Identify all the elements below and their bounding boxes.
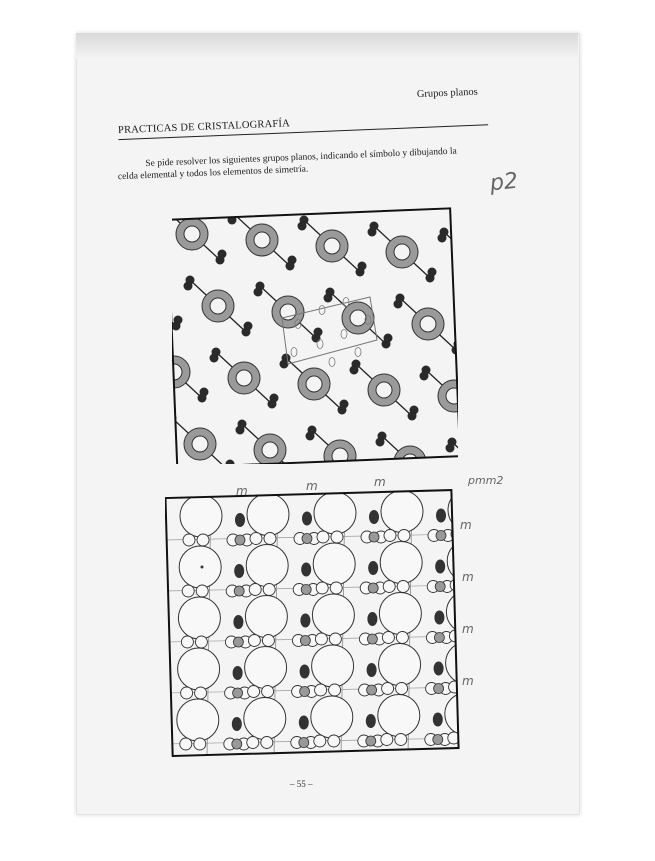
- motif-ring-hole: [210, 298, 226, 314]
- small-circle: [328, 735, 340, 747]
- motif-ring-hole: [394, 244, 410, 260]
- motif-dot: [378, 432, 387, 441]
- small-circle: [180, 738, 192, 750]
- large-circle: [378, 695, 420, 737]
- motif-ring-hole: [420, 316, 436, 332]
- small-circle: [261, 737, 273, 749]
- small-circle: [395, 734, 407, 746]
- small-circle: [248, 686, 260, 698]
- small-circle: [330, 582, 342, 594]
- motif-dot: [186, 276, 195, 285]
- motif-dot: [300, 216, 309, 225]
- dark-dot: [300, 614, 310, 628]
- small-circle: [317, 531, 329, 543]
- small-circle: [398, 530, 410, 542]
- handwritten-pmm2: pmm2: [468, 474, 504, 487]
- motif-dot: [308, 426, 317, 435]
- small-circle: [396, 683, 408, 695]
- motif-ring-hole: [192, 436, 208, 452]
- dark-dot: [235, 513, 245, 527]
- motif-dot: [370, 222, 379, 231]
- motif-dot: [200, 388, 209, 397]
- gray-dot: [233, 637, 243, 647]
- small-circle: [381, 734, 393, 746]
- small-circle: [183, 534, 195, 546]
- small-circle: [316, 582, 328, 594]
- motif-dot: [410, 406, 419, 415]
- motif-dot: [270, 394, 279, 403]
- gray-dot: [234, 586, 244, 596]
- large-circle: [379, 644, 421, 686]
- motif-dot: [314, 328, 323, 337]
- motif-dot: [256, 282, 265, 291]
- large-circle: [380, 542, 422, 584]
- page-number: – 55 –: [290, 779, 313, 789]
- small-circle: [194, 738, 206, 750]
- dark-dot: [436, 509, 446, 523]
- motif-ring-hole: [446, 388, 458, 404]
- motif-dot: [218, 250, 227, 259]
- dark-dot: [366, 714, 376, 728]
- small-circle: [181, 636, 193, 648]
- gray-dot: [367, 685, 377, 695]
- motif-ring-hole: [350, 310, 366, 326]
- motif-dot: [340, 400, 349, 409]
- small-circle: [182, 585, 194, 597]
- dark-dot: [433, 713, 443, 727]
- mirror-label-top-2: m: [306, 479, 318, 493]
- small-circle: [449, 681, 461, 693]
- motif-ring-hole: [236, 370, 252, 386]
- large-circle: [178, 648, 220, 690]
- large-circle: [445, 693, 465, 735]
- large-circle: [177, 699, 219, 741]
- twofold-axis-mark: [317, 340, 323, 349]
- figure-p2-pattern: [172, 202, 458, 464]
- figure-pmm2-pattern: [165, 486, 465, 758]
- twofold-axis-mark: [319, 306, 325, 315]
- motif-dot: [396, 294, 405, 303]
- gray-dot: [301, 585, 311, 595]
- large-circle: [246, 545, 288, 587]
- gray-dot: [300, 687, 310, 697]
- dark-dot: [302, 512, 312, 526]
- gray-dot: [299, 738, 309, 748]
- dark-dot: [434, 662, 444, 676]
- twofold-axis-mark: [291, 348, 297, 357]
- large-circle: [245, 596, 287, 638]
- small-circle: [331, 531, 343, 543]
- dark-dot: [299, 716, 309, 730]
- motif-ring-hole: [254, 232, 270, 248]
- twofold-axis-mark: [329, 358, 335, 367]
- large-circle: [247, 494, 289, 536]
- motif-dot: [352, 360, 361, 369]
- dark-dot: [369, 510, 379, 524]
- motif-dot: [402, 202, 411, 205]
- gray-dot: [434, 684, 444, 694]
- motif-dot: [428, 268, 437, 277]
- gray-dot: [369, 532, 379, 542]
- small-circle: [264, 533, 276, 545]
- dark-dot: [367, 612, 377, 626]
- dark-dot: [435, 560, 445, 574]
- hand-dot: [201, 566, 204, 569]
- gray-dot: [433, 735, 443, 745]
- small-circle: [397, 581, 409, 593]
- small-circle: [462, 732, 465, 744]
- dark-dot: [367, 663, 377, 677]
- large-circle: [314, 492, 356, 534]
- motif-dot: [212, 348, 221, 357]
- dark-dot: [232, 717, 242, 731]
- dark-dot: [434, 611, 444, 625]
- small-circle: [249, 584, 261, 596]
- large-circle: [312, 594, 354, 636]
- motif-dot: [384, 334, 393, 343]
- motif-ring-hole: [324, 238, 340, 254]
- motif-dot: [422, 366, 431, 375]
- gray-dot: [435, 582, 445, 592]
- small-circle: [383, 581, 395, 593]
- motif-dot: [226, 460, 235, 465]
- large-circle: [313, 543, 355, 585]
- motif-dot: [330, 202, 339, 205]
- motif-dot: [288, 256, 297, 265]
- small-circle: [196, 585, 208, 597]
- dark-dot: [301, 563, 311, 577]
- small-circle: [396, 632, 408, 644]
- large-circle: [180, 495, 222, 537]
- motif-bar: [348, 202, 404, 206]
- small-circle: [314, 735, 326, 747]
- large-circle: [179, 546, 221, 588]
- header-title: PRACTICAS DE CRISTALOGRAFÍA: [117, 118, 291, 137]
- small-circle: [247, 737, 259, 749]
- header-section: Grupos planos: [416, 86, 478, 101]
- gray-dot: [235, 535, 245, 545]
- motif-dot: [326, 288, 335, 297]
- motif-ring-hole: [262, 442, 278, 458]
- motif-ring-hole: [184, 226, 200, 242]
- dark-dot: [300, 665, 310, 679]
- gray-dot: [302, 534, 312, 544]
- mirror-label-right-4: m: [462, 674, 474, 688]
- mirror-label-top-1: m: [236, 484, 248, 498]
- gray-dot: [232, 739, 242, 749]
- motif-bar: [418, 202, 458, 212]
- motif-dot: [448, 438, 457, 447]
- small-circle: [197, 534, 209, 546]
- dark-dot: [233, 615, 243, 629]
- motif-ring: [456, 242, 458, 274]
- large-circle: [381, 491, 423, 533]
- gray-dot: [300, 636, 310, 646]
- large-circle: [311, 696, 353, 738]
- mirror-label-right-1: m: [460, 518, 472, 532]
- small-circle: [315, 633, 327, 645]
- small-circle: [195, 636, 207, 648]
- gray-dot: [436, 531, 446, 541]
- large-circle: [245, 647, 287, 689]
- gray-dot: [434, 633, 444, 643]
- handwritten-p2: p2: [488, 168, 520, 197]
- instructions-text: Se pide resolver los siguientes grupos planos, indicando el símbolo y dibujando la celda elemental y todos los elementos de simetría.: [117, 146, 457, 183]
- large-circle: [178, 597, 220, 639]
- small-circle: [382, 632, 394, 644]
- mirror-label-right-2: m: [462, 570, 474, 584]
- motif-dot: [440, 228, 449, 237]
- motif-dot: [282, 354, 291, 363]
- small-circle: [262, 635, 274, 647]
- mirror-label-top-3: m: [374, 475, 386, 489]
- small-circle: [195, 687, 207, 699]
- small-circle: [263, 584, 275, 596]
- small-circle: [329, 633, 341, 645]
- twofold-axis-mark: [341, 330, 347, 339]
- small-circle: [315, 684, 327, 696]
- motif-ring-hole: [306, 376, 322, 392]
- small-circle: [450, 579, 462, 591]
- large-circle: [312, 645, 354, 687]
- small-circle: [181, 687, 193, 699]
- small-circle: [329, 684, 341, 696]
- gray-dot: [368, 583, 378, 593]
- mirror-label-right-3: m: [462, 622, 474, 636]
- small-circle: [250, 533, 262, 545]
- large-circle: [244, 698, 286, 740]
- motif-dot: [174, 316, 183, 325]
- dark-dot: [368, 561, 378, 575]
- small-circle: [382, 683, 394, 695]
- small-circle: [248, 635, 260, 647]
- small-circle: [384, 530, 396, 542]
- motif-dot: [358, 262, 367, 271]
- gray-dot: [233, 688, 243, 698]
- motif-dot: [238, 420, 247, 429]
- gray-dot: [366, 736, 376, 746]
- dark-dot: [234, 564, 244, 578]
- large-circle: [379, 593, 421, 635]
- motif-ring-hole: [376, 382, 392, 398]
- motif-dot: [244, 322, 253, 331]
- gray-dot: [367, 634, 377, 644]
- dark-dot: [233, 666, 243, 680]
- twofold-axis-mark: [355, 348, 361, 357]
- small-circle: [262, 686, 274, 698]
